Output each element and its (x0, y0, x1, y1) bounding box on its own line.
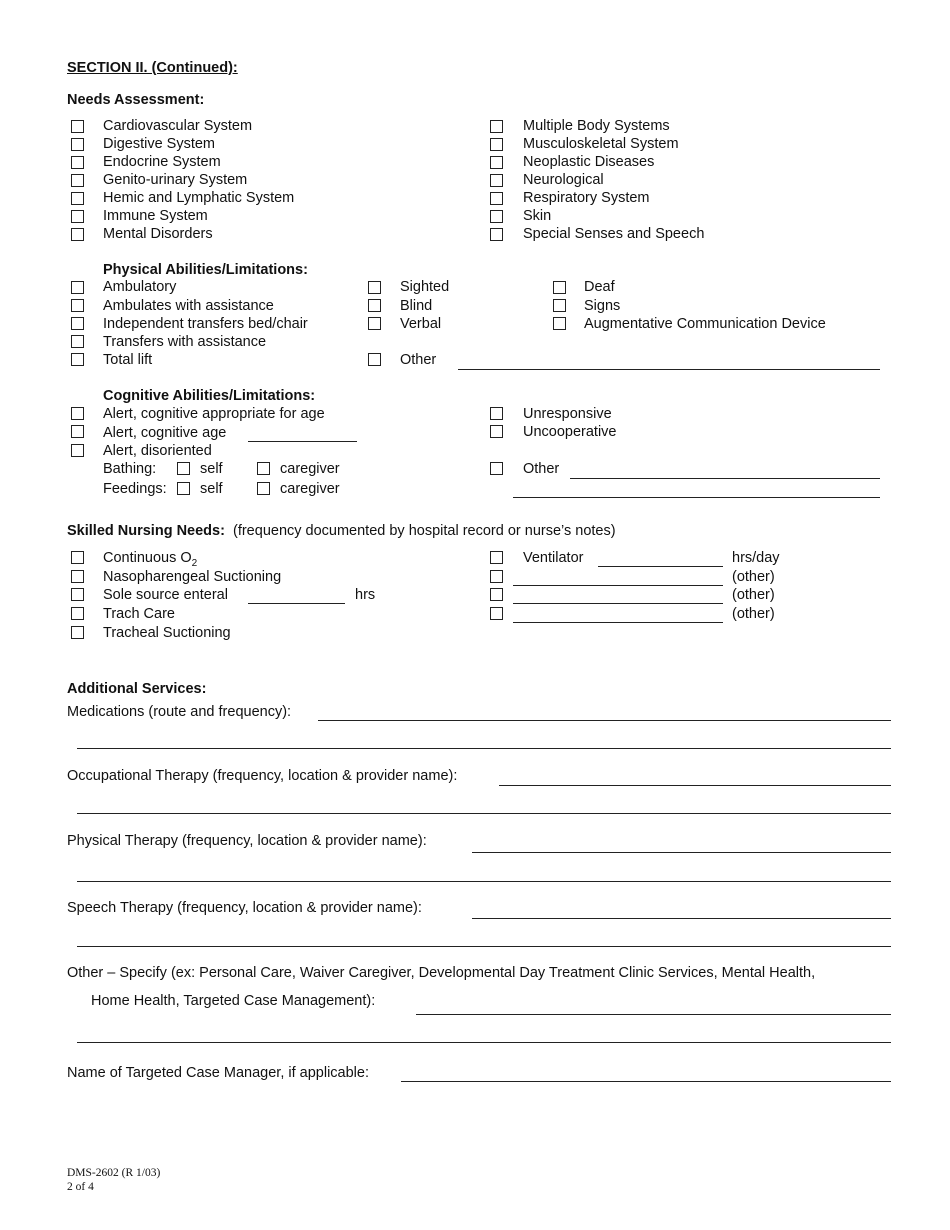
other-specify-line-1[interactable] (416, 1014, 891, 1015)
physical-label-verbal: Verbal (400, 316, 442, 332)
cognitive-other-line-2[interactable] (513, 497, 880, 498)
st-line-2[interactable] (77, 946, 891, 947)
checkbox-skilled-other-1[interactable] (490, 570, 503, 583)
o2-subscript: 2 (191, 557, 198, 569)
feedings-label: Feedings: (103, 481, 167, 497)
pt-label: Physical Therapy (frequency, location & provider name): (67, 833, 427, 849)
medications-line-1[interactable] (318, 720, 891, 721)
needs-label-mental-disorders: Mental Disorders (103, 226, 213, 242)
ot-label: Occupational Therapy (frequency, location & provider name): (67, 768, 458, 784)
skilled-label-nasopharengeal: Nasopharengeal Suctioning (103, 569, 282, 585)
checkbox-cognitive-other[interactable] (490, 462, 503, 475)
checkbox-multiple-body-systems[interactable] (490, 120, 503, 133)
checkbox-alert-cognitive-age[interactable] (71, 425, 84, 438)
enteral-hrs-line[interactable] (248, 603, 345, 604)
ot-line-2[interactable] (77, 813, 891, 814)
checkbox-neurological[interactable] (490, 174, 503, 187)
physical-label-independent-transfers: Independent transfers bed/chair (103, 316, 308, 332)
checkbox-skin[interactable] (490, 210, 503, 223)
checkbox-bathing-caregiver[interactable] (257, 462, 270, 475)
tcm-label: Name of Targeted Case Manager, if applicable: (67, 1065, 369, 1081)
physical-label-transfers-assistance: Transfers with assistance (103, 334, 267, 350)
skilled-label-tracheal-suctioning: Tracheal Suctioning (103, 625, 231, 641)
cognitive-age-line[interactable] (248, 441, 357, 442)
feedings-caregiver-label: caregiver (280, 481, 340, 497)
checkbox-ambulates-assistance[interactable] (71, 299, 84, 312)
physical-label-sighted: Sighted (400, 279, 450, 295)
checkbox-ventilator[interactable] (490, 551, 503, 564)
needs-label-respiratory: Respiratory System (523, 190, 650, 206)
needs-label-special-senses: Special Senses and Speech (523, 226, 705, 242)
checkbox-uncooperative[interactable] (490, 425, 503, 438)
medications-label: Medications (route and frequency): (67, 704, 292, 720)
cognitive-label-appropriate: Alert, cognitive appropriate for age (103, 406, 325, 422)
physical-heading: Physical Abilities/Limitations: (103, 262, 308, 278)
o2-base: Continuous O (103, 550, 192, 566)
needs-label-hemic-lymphatic: Hemic and Lymphatic System (103, 190, 295, 206)
needs-assessment-heading: Needs Assessment: (67, 92, 205, 108)
other-specify-line-2[interactable] (77, 1042, 891, 1043)
skilled-nursing-note: (frequency documented by hospital record or nurse’s notes) (233, 523, 616, 539)
needs-label-musculoskeletal: Musculoskeletal System (523, 136, 679, 152)
checkbox-cardiovascular[interactable] (71, 120, 84, 133)
bathing-caregiver-label: caregiver (280, 461, 340, 477)
section-title: SECTION II. (Continued): (67, 60, 238, 76)
checkbox-unresponsive[interactable] (490, 407, 503, 420)
checkbox-musculoskeletal[interactable] (490, 138, 503, 151)
skilled-nursing-header (67, 522, 616, 540)
checkbox-blind[interactable] (368, 299, 381, 312)
needs-label-skin: Skin (523, 208, 552, 224)
checkbox-respiratory[interactable] (490, 192, 503, 205)
needs-label-neoplastic: Neoplastic Diseases (523, 154, 655, 170)
checkbox-genito-urinary[interactable] (71, 174, 84, 187)
needs-label-digestive: Digestive System (103, 136, 216, 152)
additional-services-heading: Additional Services: (67, 681, 207, 697)
physical-label-signs: Signs (584, 298, 621, 314)
checkbox-nasopharengeal[interactable] (71, 570, 84, 583)
needs-label-genito-urinary: Genito-urinary System (103, 172, 248, 188)
other-specify-label-2: Home Health, Targeted Case Management): (91, 993, 376, 1009)
needs-label-neurological: Neurological (523, 172, 604, 188)
skilled-label-ventilator: Ventilator (523, 550, 584, 566)
skilled-other-line-2[interactable] (513, 603, 723, 604)
cognitive-label-unresponsive: Unresponsive (523, 406, 612, 422)
checkbox-alert-appropriate[interactable] (71, 407, 84, 420)
needs-label-cardiovascular: Cardiovascular System (103, 118, 253, 134)
cognitive-label-disoriented: Alert, disoriented (103, 443, 212, 459)
skilled-other-line-1[interactable] (513, 585, 723, 586)
skilled-nursing-heading: Skilled Nursing Needs: (67, 523, 225, 539)
skilled-other-label-3: (other) (732, 606, 775, 622)
skilled-other-line-3[interactable] (513, 622, 723, 623)
cognitive-label-cognitive-age: Alert, cognitive age (103, 425, 227, 441)
enteral-hrs-label: hrs (355, 587, 376, 603)
checkbox-independent-transfers[interactable] (71, 317, 84, 330)
checkbox-transfers-assistance[interactable] (71, 335, 84, 348)
st-line-1[interactable] (472, 918, 891, 919)
pt-line-1[interactable] (472, 852, 891, 853)
feedings-self-label: self (200, 481, 223, 497)
skilled-label-trach-care: Trach Care (103, 606, 175, 622)
pt-line-2[interactable] (77, 881, 891, 882)
checkbox-special-senses[interactable] (490, 228, 503, 241)
physical-label-deaf: Deaf (584, 279, 615, 295)
needs-label-multiple-body: Multiple Body Systems (523, 118, 670, 134)
checkbox-neoplastic[interactable] (490, 156, 503, 169)
other-specify-label-1: Other – Specify (ex: Personal Care, Waiver Caregiver, Developmental Day Treatment Clinic Services, Mental Health, (67, 965, 816, 981)
checkbox-deaf[interactable] (553, 281, 566, 294)
skilled-label-enteral: Sole source enteral (103, 587, 228, 603)
checkbox-alert-disoriented[interactable] (71, 444, 84, 457)
cognitive-label-other: Other (523, 461, 560, 477)
physical-label-total-lift: Total lift (103, 352, 153, 368)
checkbox-total-lift[interactable] (71, 353, 84, 366)
physical-label-blind: Blind (400, 298, 433, 314)
checkbox-augmentative-device[interactable] (553, 317, 566, 330)
cognitive-other-line-1[interactable] (570, 478, 880, 479)
checkbox-sighted[interactable] (368, 281, 381, 294)
checkbox-mental-disorders[interactable] (71, 228, 84, 241)
cognitive-label-uncooperative: Uncooperative (523, 424, 617, 440)
checkbox-feedings-self[interactable] (177, 482, 190, 495)
needs-label-endocrine: Endocrine System (103, 154, 221, 170)
checkbox-verbal[interactable] (368, 317, 381, 330)
physical-other-line[interactable] (458, 369, 880, 370)
needs-label-immune: Immune System (103, 208, 208, 224)
checkbox-bathing-self[interactable] (177, 462, 190, 475)
checkbox-trach-care[interactable] (71, 607, 84, 620)
checkbox-signs[interactable] (553, 299, 566, 312)
checkbox-skilled-other-3[interactable] (490, 607, 503, 620)
tcm-line[interactable] (401, 1081, 891, 1082)
checkbox-tracheal-suctioning[interactable] (71, 626, 84, 639)
ventilator-hrs-day-label: hrs/day (732, 550, 780, 566)
physical-label-ambulatory: Ambulatory (103, 279, 177, 295)
checkbox-skilled-other-2[interactable] (490, 588, 503, 601)
checkbox-hemic-lymphatic[interactable] (71, 192, 84, 205)
ot-line-1[interactable] (499, 785, 891, 786)
checkbox-ambulatory[interactable] (71, 281, 84, 294)
ventilator-hrs-line[interactable] (598, 566, 723, 567)
checkbox-immune[interactable] (71, 210, 84, 223)
skilled-other-label-1: (other) (732, 569, 775, 585)
checkbox-endocrine[interactable] (71, 156, 84, 169)
physical-label-augmentative: Augmentative Communication Device (584, 316, 826, 332)
skilled-other-label-2: (other) (732, 587, 775, 603)
checkbox-digestive[interactable] (71, 138, 84, 151)
bathing-label: Bathing: (103, 461, 157, 477)
checkbox-continuous-o2[interactable] (71, 551, 84, 564)
medications-line-2[interactable] (77, 748, 891, 749)
page-number: 2 of 4 (67, 1181, 94, 1193)
checkbox-physical-other[interactable] (368, 353, 381, 366)
physical-label-ambulates-assistance: Ambulates with assistance (103, 298, 274, 314)
st-label: Speech Therapy (frequency, location & provider name): (67, 900, 422, 916)
checkbox-sole-source-enteral[interactable] (71, 588, 84, 601)
form-number: DMS-2602 (R 1/03) (67, 1167, 161, 1179)
physical-label-other: Other (400, 352, 437, 368)
checkbox-feedings-caregiver[interactable] (257, 482, 270, 495)
cognitive-heading: Cognitive Abilities/Limitations: (103, 388, 316, 404)
bathing-self-label: self (200, 461, 223, 477)
